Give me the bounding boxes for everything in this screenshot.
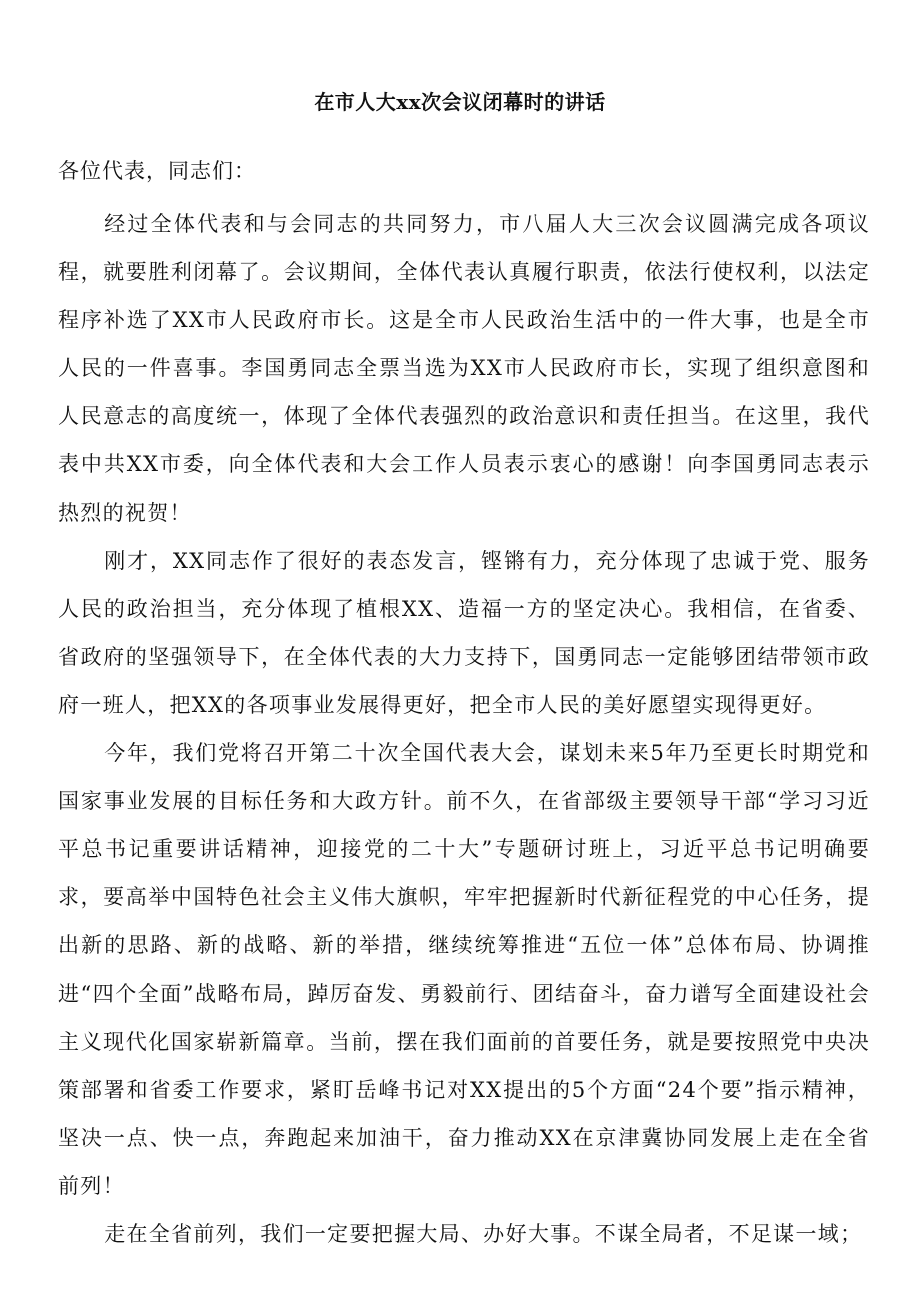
document-body	[58, 200, 870, 1258]
document-title: 在市人大xx次会议闭幕时的讲话	[314, 90, 606, 114]
salutation: 各位代表，同志们：	[58, 159, 256, 183]
paragraph-3: 今年，我们党将召开第二十次全国代表大会，谋划未来5年乃至更长时期党和国家事业发展的目标任务和大政方针。前不久，在省部级主要领导干部“学习习近平总书记重要讲话精神，迎接党的二十大”专题研讨班上，习近平总书记明确要求，要高举中国特色社会主义伟大旗帜，牢牢把握新时代新征程党的中心任务，提出新的思路、新的战略、新的举措，继续统筹推进“五位一体”总体布局、协调推进“四个全面”战略布局，踔厉奋发、勇毅前行、团结奋斗，奋力谱写全面建设社会主义现代化国家崭新篇章。当前，摆在我们面前的首要任务，就是要按照党中央决策部署和省委工作要求，紧盯岳峰书记对XX提出的5个方面“24个要”指示精神，坚决一点、快一点，奔跑起来加油干，奋力推动XX在京津冀协同发展上走在全省前列！	[58, 741, 870, 1198]
paragraph-1: 经过全体代表和与会同志的共同努力，市八届人大三次会议圆满完成各项议程，就要胜利闭幕了。会议期间，全体代表认真履行职责，依法行使权利，以法定程序补选了XX市人民政府市长。这是全市人民政治生活中的一件大事，也是全市人民的一件喜事。李国勇同志全票当选为XX市人民政府市长，实现了组织意图和人民意志的高度统一，体现了全体代表强烈的政治意识和责任担当。在这里，我代表中共XX市委，向全体代表和大会工作人员表示衷心的感谢！向李国勇同志表示热烈的祝贺！	[58, 212, 870, 525]
paragraph-2: 刚才，XX同志作了很好的表态发言，铿锵有力，充分体现了忠诚于党、服务人民的政治担当，充分体现了植根XX、造福一方的坚定决心。我相信，在省委、省政府的坚强领导下，在全体代表的大力支持下，国勇同志一定能够团结带领市政府一班人，把XX的各项事业发展得更好，把全市人民的美好愿望实现得更好。	[58, 548, 870, 717]
paragraph-4: 走在全省前列，我们一定要把握大局、办好大事。不谋全局者，不足谋一域；	[104, 1221, 863, 1246]
